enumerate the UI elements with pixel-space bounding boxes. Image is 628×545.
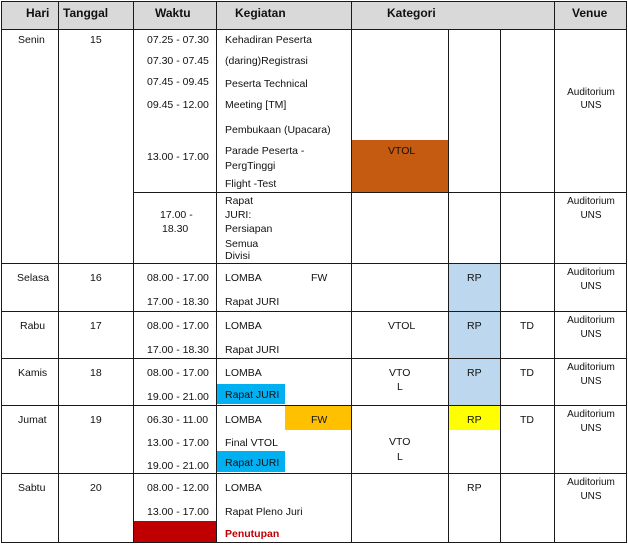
time-senin-4: 09.45 - 12.00: [147, 99, 209, 111]
category-vtol-jumat-b: L: [397, 451, 403, 463]
time-selasa-2: 17.00 - 18.30: [147, 296, 209, 308]
activity-jumat-fw: FW: [311, 414, 328, 426]
activity-senin-8: Flight -Test: [225, 178, 277, 190]
grid-line: [133, 192, 627, 193]
time-senin-1: 07.25 - 07.30: [147, 34, 209, 46]
venue-rabu-line1: Auditorium: [567, 315, 615, 326]
grid-line: [1, 263, 627, 264]
venue-kamis-line2: UNS: [580, 376, 602, 387]
category-rp-kamis: RP: [467, 367, 482, 379]
time-jumat-3: 19.00 - 21.00: [147, 460, 209, 472]
category-rp-sabtu: RP: [467, 482, 482, 494]
activity-kamis-2: Rapat JURI: [225, 389, 280, 401]
activity-senin-4: Meeting [TM]: [225, 99, 287, 111]
time-senin-5: 13.00 - 17.00: [147, 151, 209, 163]
category-rp-jumat: RP: [467, 414, 482, 426]
time-kamis-1: 08.00 - 17.00: [147, 367, 209, 379]
venue-senin-line1: Auditorium: [567, 87, 615, 98]
category-vtol-jumat-a: VTO: [389, 436, 411, 448]
activity-senin-7: PergTinggi: [225, 160, 276, 172]
time-senin-2: 07.30 - 07.45: [147, 55, 209, 67]
grid-line: [1, 473, 627, 474]
venue-senin2-line2: UNS: [580, 210, 602, 221]
activity-selasa-2: Rapat JURI: [225, 296, 280, 308]
category-vtol-kamis-b: L: [397, 381, 403, 393]
activity-jumat-1: LOMBA: [225, 414, 262, 426]
activity-sabtu-1: LOMBA: [225, 482, 262, 494]
grid-line: [351, 1, 352, 543]
venue-senin2-line1: Auditorium: [567, 196, 615, 207]
grid-line: [1, 1, 2, 543]
category-vtol-rabu: VTOL: [388, 320, 416, 332]
activity-senin-3: Peserta Technical: [225, 78, 308, 90]
venue-sabtu-line1: Auditorium: [567, 477, 615, 488]
grid-line: [58, 1, 59, 543]
venue-jumat-line1: Auditorium: [567, 409, 615, 420]
venue-kamis-line1: Auditorium: [567, 362, 615, 373]
grid-line: [448, 29, 449, 543]
penutupan-red-cell: [134, 521, 216, 542]
time-jumat-2: 13.00 - 17.00: [147, 437, 209, 449]
grid-line: [500, 29, 501, 543]
activity-selasa-fw: FW: [311, 272, 328, 284]
time-kamis-2: 19.00 - 21.00: [147, 391, 209, 403]
grid-line: [1, 311, 627, 312]
grid-line: [626, 1, 627, 543]
day-sabtu: Sabtu: [18, 482, 46, 494]
day-kamis: Kamis: [18, 367, 48, 379]
category-vtol-kamis-a: VTO: [389, 367, 411, 379]
header-tanggal: Tanggal: [63, 6, 109, 20]
venue-selasa-line1: Auditorium: [567, 267, 615, 278]
venue-rabu-line2: UNS: [580, 329, 602, 340]
date-kamis: 18: [90, 367, 102, 379]
activity-sabtu-penutupan: Penutupan: [225, 528, 280, 540]
time-senin-6a: 17.00 -: [160, 209, 193, 221]
category-td-jumat: TD: [520, 414, 534, 426]
day-senin: Senin: [18, 34, 45, 46]
time-senin-6b: 18.30: [162, 223, 189, 235]
category-td-rabu: TD: [520, 320, 534, 332]
grid-line: [554, 1, 555, 543]
time-rabu-1: 08.00 - 17.00: [147, 320, 209, 332]
activity-rabu-1: LOMBA: [225, 320, 262, 332]
time-jumat-1: 06.30 - 11.00: [147, 414, 209, 426]
activity-senin-2: (daring)Registrasi: [225, 55, 308, 67]
activity-jumat-3: Rapat JURI: [225, 457, 280, 469]
activity-senin-1: Kehadiran Peserta: [225, 34, 312, 46]
grid-line: [216, 1, 217, 543]
grid-line: [1, 29, 627, 30]
venue-jumat-line2: UNS: [580, 423, 602, 434]
date-selasa: 16: [90, 272, 102, 284]
date-jumat: 19: [90, 414, 102, 426]
date-rabu: 17: [90, 320, 102, 332]
activity-senin-6: Parade Peserta -: [225, 145, 305, 157]
activity-senin-10: JURI:: [225, 209, 252, 221]
activity-senin-5: Pembukaan (Upacara): [225, 124, 331, 136]
activity-senin-12: Semua: [225, 238, 259, 250]
activity-senin-11: Persiapan: [225, 223, 273, 235]
activity-sabtu-2: Rapat Pleno Juri: [225, 506, 303, 518]
venue-sabtu-line2: UNS: [580, 491, 602, 502]
time-sabtu-2: 13.00 - 17.00: [147, 506, 209, 518]
date-senin: 15: [90, 34, 102, 46]
venue-senin-line2: UNS: [580, 100, 602, 111]
time-selasa-1: 08.00 - 17.00: [147, 272, 209, 284]
category-vtol-senin: VTOL: [388, 145, 416, 157]
category-td-kamis: TD: [520, 367, 534, 379]
grid-line: [1, 358, 627, 359]
header-waktu: Waktu: [155, 6, 191, 20]
time-rabu-2: 17.00 - 18.30: [147, 344, 209, 356]
time-senin-3: 07.45 - 09.45: [147, 76, 209, 88]
day-rabu: Rabu: [20, 320, 46, 332]
activity-selasa-1: LOMBA: [225, 272, 262, 284]
header-kategori: Kategori: [387, 6, 436, 20]
category-rp-rabu: RP: [467, 320, 482, 332]
venue-selasa-line2: UNS: [580, 281, 602, 292]
category-rp-selasa: RP: [467, 272, 482, 284]
grid-line: [1, 405, 627, 406]
header-venue: Venue: [572, 6, 608, 20]
activity-rabu-2: Rapat JURI: [225, 344, 280, 356]
activity-jumat-2: Final VTOL: [225, 437, 278, 449]
day-selasa: Selasa: [17, 272, 50, 284]
activity-senin-9: Rapat: [225, 195, 254, 207]
header-kegiatan: Kegiatan: [235, 6, 286, 20]
grid-line: [1, 542, 627, 543]
time-sabtu-1: 08.00 - 12.00: [147, 482, 209, 494]
grid-line: [1, 1, 627, 2]
activity-kamis-1: LOMBA: [225, 367, 262, 379]
activity-senin-13: Divisi: [225, 250, 251, 262]
date-sabtu: 20: [90, 482, 102, 494]
grid-line: [133, 1, 134, 543]
day-jumat: Jumat: [18, 414, 47, 426]
header-hari: Hari: [26, 6, 50, 20]
